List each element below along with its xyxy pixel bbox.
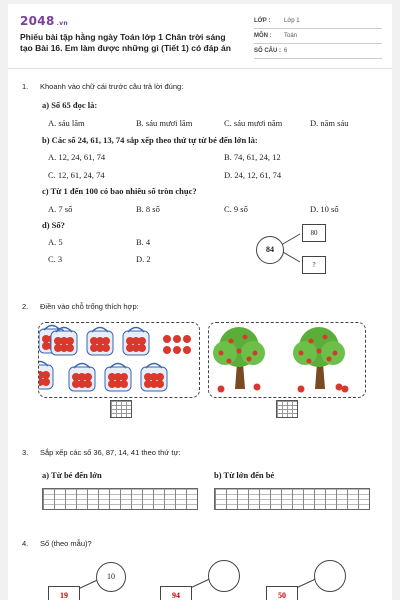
q1c-option-b[interactable]: B. 8 số	[136, 204, 160, 214]
worksheet-title: Phiếu bài tập hằng ngày Toán lớp 1 Chân trời sáng tạo Bài 16. Em làm được những gì (Tiết 1) có đáp án	[20, 32, 231, 53]
q3-prompt: Sắp xếp các số 36, 87, 14, 41 theo thứ tự:	[40, 448, 181, 457]
meta-subject: MÔN : Toán	[254, 31, 382, 44]
q1b-option-a[interactable]: A. 12, 24, 61, 74	[48, 152, 106, 162]
q4-item2-circle[interactable]	[208, 560, 240, 592]
q1c-option-a[interactable]: A. 7 số	[48, 204, 73, 214]
q3-number: 3.	[22, 448, 29, 457]
q1d-option-b[interactable]: B. 4	[136, 237, 151, 247]
q1a-label: a) Số 65 đọc là:	[42, 100, 98, 110]
worksheet-page	[8, 4, 392, 600]
q2-prompt: Điền vào chỗ trống thích hợp:	[40, 302, 139, 311]
site-logo[interactable]: 2048 .vn	[20, 14, 68, 28]
q1a-option-b[interactable]: B. sáu mươi lăm	[136, 118, 193, 128]
q1b-option-c[interactable]: C. 12, 61, 24, 74	[48, 170, 105, 180]
q3a-answer-row[interactable]	[42, 488, 198, 510]
q1a-option-d[interactable]: D. năm sáu	[310, 118, 349, 128]
q4-item1-circle: 10	[96, 562, 126, 592]
answer-grid-apples[interactable]	[110, 400, 132, 418]
q1b-option-d[interactable]: D. 24, 12, 61, 74	[224, 170, 282, 180]
q1-prompt: Khoanh vào chữ cái trước câu trả lời đúng:	[40, 82, 184, 91]
worksheet-header	[8, 4, 392, 69]
tree-bottom-box[interactable]: ?	[302, 256, 326, 274]
bags-of-apples-frame	[38, 322, 200, 398]
answer-grid-trees[interactable]	[276, 400, 298, 418]
q1c-label: c) Từ 1 đến 100 có bao nhiêu số tròn chục?	[42, 186, 197, 196]
q1b-option-b[interactable]: B. 74, 61, 24, 12	[224, 152, 281, 162]
q1c-option-d[interactable]: D. 10 số	[310, 204, 339, 214]
q1d-option-c[interactable]: C. 3	[48, 254, 63, 264]
q4-item3-circle[interactable]	[314, 560, 346, 592]
q1a-option-a[interactable]: A. sáu lăm	[48, 118, 85, 128]
q3a-label: a) Từ bé đến lớn	[42, 470, 102, 480]
q1-number: 1.	[22, 82, 29, 91]
meta-grade: LỚP : Lớp 1	[254, 16, 382, 29]
q4-prompt: Số (theo mẫu)?	[40, 539, 92, 548]
apple-bags-illustration	[39, 323, 199, 397]
q4-item3-box: 50	[266, 586, 298, 600]
q1a-option-c[interactable]: C. sáu mươi năm	[224, 118, 283, 128]
apple-trees-illustration	[209, 323, 365, 397]
q3b-label: b) Từ lớn đến bé	[214, 470, 275, 480]
meta-question-count: SỐ CÂU : 6	[254, 46, 382, 59]
q1d-option-d[interactable]: D. 2	[136, 254, 151, 264]
q1c-option-c[interactable]: C. 9 số	[224, 204, 248, 214]
q4-item1-box: 19	[48, 586, 80, 600]
q4-number: 4.	[22, 539, 29, 548]
q3b-answer-row[interactable]	[214, 488, 370, 510]
tree-root-circle: 84	[256, 236, 284, 264]
q4-item2-box: 94	[160, 586, 192, 600]
apple-trees-frame	[208, 322, 366, 398]
q1b-label: b) Các số 24, 61, 13, 74 sắp xếp theo thứ tự từ bé đến lớn là:	[42, 135, 258, 145]
q1d-option-a[interactable]: A. 5	[48, 237, 63, 247]
q1d-label: d) Số?	[42, 220, 65, 230]
q2-number: 2.	[22, 302, 29, 311]
tree-top-box: 80	[302, 224, 326, 242]
